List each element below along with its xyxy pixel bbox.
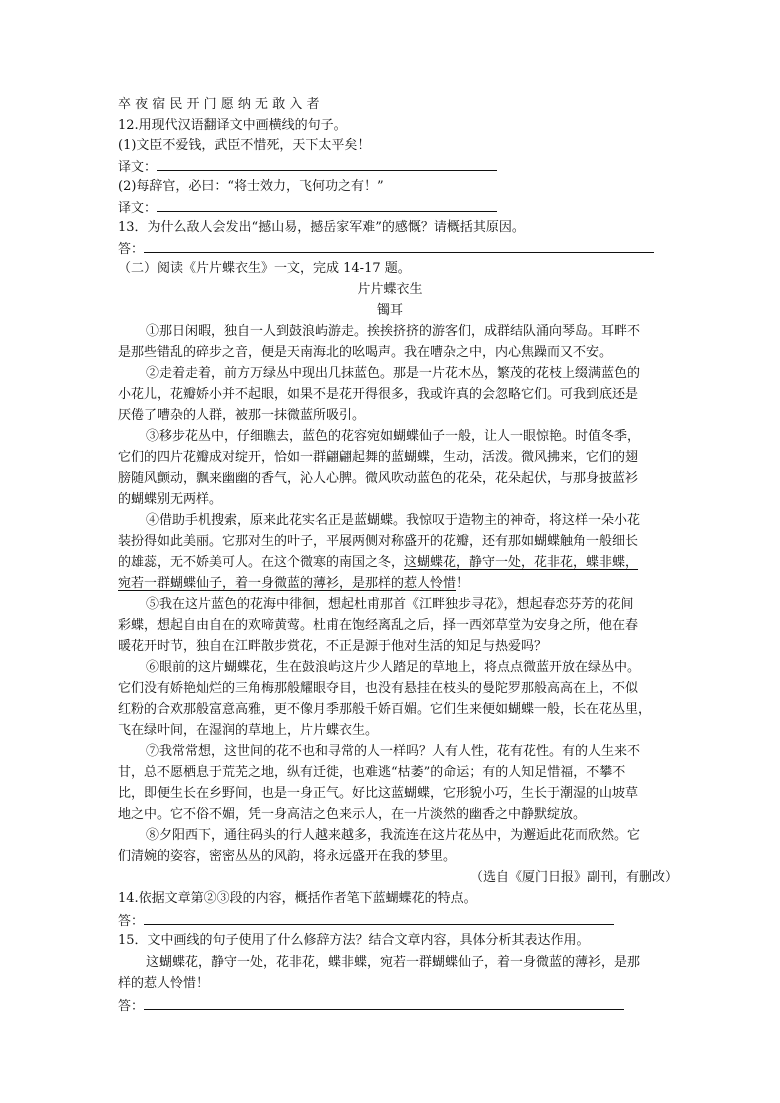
answer-blank[interactable] bbox=[157, 196, 497, 212]
paragraph-2-line: 厌倦了嘈杂的人群，被那一抹微蓝所吸引。 bbox=[118, 408, 366, 423]
paragraph-3-line: 它们的四片花瓣成对绽开，恰如一群翩翩起舞的蓝蝴蝶，生动，活泼。微风拂来，它们的翅 bbox=[118, 450, 639, 465]
paragraph-7-line: 比，即便生长在乡野间，也是一身正气。好比这蓝蝴蝶，它形貌小巧，生长于潮湿的山坡草 bbox=[118, 786, 639, 801]
answer-blank[interactable] bbox=[144, 237, 654, 253]
paragraph-3-line: ③移步花丛中，仔细瞧去，蓝色的花容宛如蝴蝶仙子一般，让人一眼惊艳。时值冬季， bbox=[146, 429, 641, 444]
section-2-intro: （二）阅读《片片蝶衣生》一文，完成 14-17 题。 bbox=[118, 261, 411, 276]
article-source: （选自《厦门日报》副刊，有删改） bbox=[469, 870, 678, 885]
answer-label: 答： bbox=[118, 914, 145, 929]
paragraph-3-line: 的蝴蝶别无两样。 bbox=[118, 492, 223, 507]
underlined-sentence: 宛若一群蝴蝶仙子，着一身微蓝的薄衫，是那样的惹人怜惜 bbox=[118, 576, 457, 591]
paragraph-3-line: 膀随风颤动，飘来幽幽的香气，沁人心脾。微风吹动蓝色的花朵，花朵起伏，与那身披蓝衫 bbox=[118, 471, 639, 486]
answer-label: 答： bbox=[118, 242, 145, 257]
q14-title: 14.依据文章第②③段的内容，概括作者笔下蓝蝴蝶花的特点。 bbox=[118, 891, 477, 906]
paragraph-4-line bbox=[118, 552, 638, 574]
article-title: 片片蝶衣生 bbox=[357, 282, 423, 297]
paragraph-4-line: ④借助手机搜索，原来此花实名正是蓝蝴蝶。我惊叹于造物主的神奇，将这样一朵小花 bbox=[146, 513, 641, 528]
q13-answer-line bbox=[118, 237, 654, 259]
q12-title: 12.用现代汉语翻译文中画横线的句子。 bbox=[118, 118, 347, 133]
paragraph-4-line: 装扮得如此美丽。它那对生的叶子，平展两侧对称盛开的花瓣，还有那如蝴蝶触角一般细长 bbox=[118, 534, 639, 549]
answer-label: 译文： bbox=[118, 160, 158, 175]
q15-quote-line: 这蝴蝶花，静守一处，花非花，蝶非蝶，宛若一群蝴蝶仙子，着一身微蓝的薄衫，是那 bbox=[146, 955, 641, 970]
paragraph-1-line: 是那些错乱的碎步之音，便是天南海北的吆喝声。我在嘈杂之中，内心焦躁而又不安。 bbox=[118, 345, 613, 360]
paragraph-4-text: ！ bbox=[456, 576, 470, 591]
paragraph-6-line: 飞在绿叶间，在湿润的草地上，片片蝶衣生。 bbox=[118, 723, 379, 738]
q15-answer-line bbox=[118, 994, 624, 1016]
answer-blank[interactable] bbox=[157, 155, 497, 171]
paragraph-8-line: 们清婉的姿容，密密丛丛的风韵，将永远盛开在我的梦里。 bbox=[118, 849, 457, 864]
paragraph-4-text: 的雄蕊，无不娇美可人。在这个微寒的南国之冬， bbox=[118, 555, 405, 570]
q15-title: 15．文中画线的句子使用了什么修辞方法？结合文章内容，具体分析其表达作用。 bbox=[118, 933, 590, 948]
q12-sentence-2: (2)每辞官，必曰：“将士效力，飞何功之有！” bbox=[118, 179, 384, 194]
paragraph-6-line: 它们没有娇艳灿烂的三角梅那般耀眼夺目，也没有悬挂在枝头的曼陀罗那般高高在上，不似 bbox=[118, 681, 639, 696]
article-author: 镯耳 bbox=[376, 303, 403, 318]
q12-answer-line-1 bbox=[118, 155, 497, 177]
paragraph-1-line: ①那日闲暇，独自一人到鼓浪屿游走。挨挨挤挤的游客们，成群结队涌向琴岛。耳畔不 bbox=[146, 324, 641, 339]
paragraph-6-line: ⑥眼前的这片蝴蝶花，生在鼓浪屿这片少人踏足的草地上，将点点微蓝开放在绿丛中。 bbox=[146, 660, 641, 675]
paragraph-6-line: 红粉的合欢那般富意高雅，更不像月季那般千娇百媚。它们生来便如蝴蝶一般，长在花丛里， bbox=[118, 702, 652, 717]
paragraph-7-line: ⑦我常常想，这世间的花不也和寻常的人一样吗？人有人性，花有花性。有的人生来不 bbox=[146, 744, 641, 759]
paragraph-7-line: 地之中。它不俗不媚，凭一身高洁之色来示人，在一片淡然的幽香之中静默绽放。 bbox=[118, 807, 587, 822]
paragraph-4-line bbox=[118, 573, 469, 595]
q12-sentence-1: (1)文臣不爱钱，武臣不惜死，天下太平矣！ bbox=[118, 138, 371, 153]
q11-sentence: 卒 夜 宿 民 开 门 愿 纳 无 敢 入 者 bbox=[118, 97, 320, 112]
paragraph-5-line: 暖花开时节，独自在江畔散步赏花，不正是源于他对生活的知足与热爱吗？ bbox=[118, 639, 548, 654]
q12-answer-line-2 bbox=[118, 196, 497, 218]
answer-label: 译文： bbox=[118, 201, 158, 216]
answer-blank[interactable] bbox=[144, 994, 624, 1010]
q14-answer-line bbox=[118, 909, 614, 931]
paragraph-5-line: ⑤我在这片蓝色的花海中徘徊，想起杜甫那首《江畔独步寻花》，想起春恋芬芳的花间 bbox=[146, 597, 634, 612]
paragraph-2-line: ②走着走着，前方万绿丛中现出几抹蓝色。那是一片花木丛，繁茂的花枝上缀满蓝色的 bbox=[146, 366, 641, 381]
q15-quote-line: 样的惹人怜惜！ bbox=[118, 976, 210, 991]
paragraph-2-line: 小花儿，花瓣娇小并不起眼，如果不是花开得很多，我或许真的会忽略它们。可我到底还是 bbox=[118, 387, 639, 402]
paragraph-8-line: ⑧夕阳西下，通往码头的行人越来越多，我流连在这片花丛中，为邂逅此花而欣然。它 bbox=[146, 828, 641, 843]
q13-title: 13．为什么敌人会发出“撼山易，撼岳家军难”的感慨？请概括其原因。 bbox=[118, 220, 525, 235]
paragraph-5-line: 彩蝶，想起自由自在的欢啼黄莺。杜甫在饱经离乱之后，择一西郊草堂为安身之所，他在春 bbox=[118, 618, 639, 633]
paragraph-7-line: 甘，总不愿栖息于荒芜之地，纵有迁徙，也难逃“枯萎”的命运；有的人知足惜福，不攀不 bbox=[118, 765, 626, 780]
answer-label: 答： bbox=[118, 999, 145, 1014]
answer-blank[interactable] bbox=[144, 909, 614, 925]
underlined-sentence: 这蝴蝶花，静守一处，花非花，蝶非蝶， bbox=[404, 555, 639, 570]
